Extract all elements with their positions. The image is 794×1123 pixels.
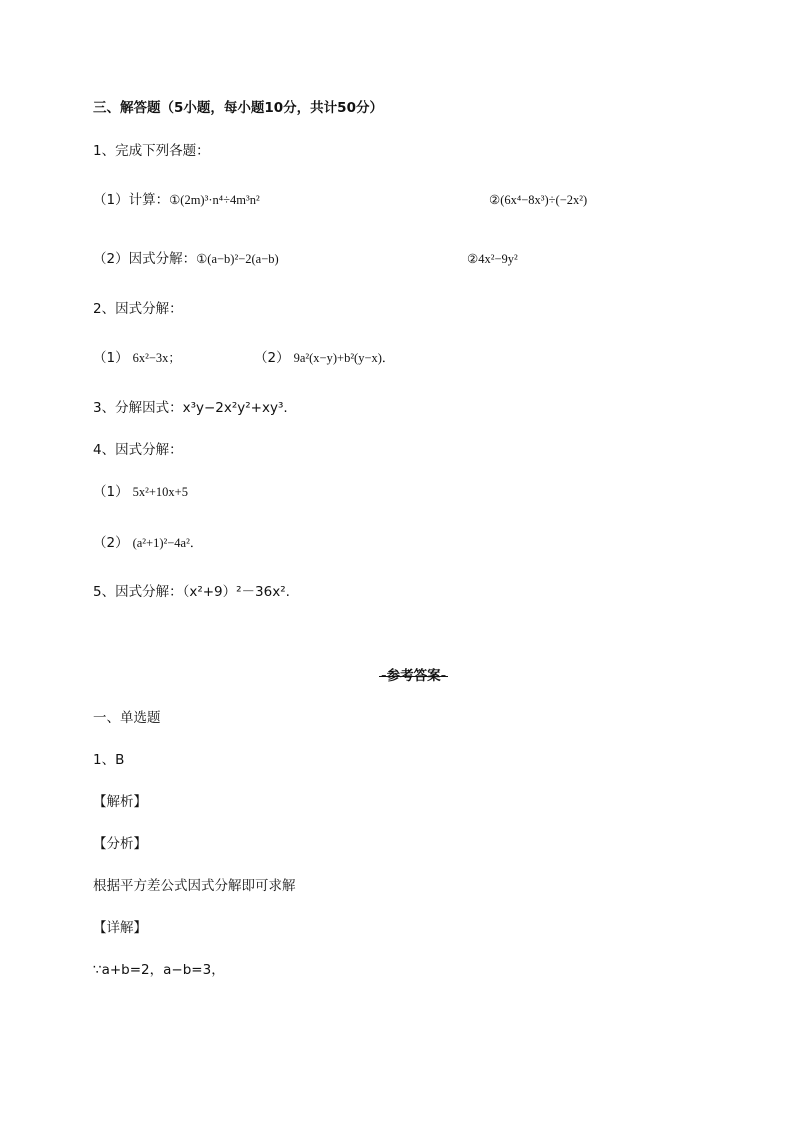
question-5-title: 5、因式分解：（x²+9）²－36x². <box>93 584 290 600</box>
fenxi-label: 【分析】 <box>93 836 147 852</box>
question-1-part-1 <box>93 191 260 209</box>
answers-section-1: 一、单选题 <box>93 710 161 726</box>
part-label: （1） <box>93 350 129 366</box>
math-expression: ①(2m)³·n⁴÷4m³n² <box>169 193 260 207</box>
question-1-title: 1、完成下列各题： <box>93 143 210 159</box>
question-4-title: 4、因式分解： <box>93 442 183 458</box>
answer-1: 1、B <box>93 752 125 768</box>
analysis-label: 【解析】 <box>93 794 147 810</box>
part-label: （1）计算： <box>93 192 170 208</box>
part-label: （1） <box>93 484 129 500</box>
section-heading: 三、解答题（5小题，每小题10分，共计50分） <box>93 100 383 116</box>
fenxi-text: 根据平方差公式因式分解即可求解 <box>93 878 296 894</box>
part-label: （2） <box>93 535 129 551</box>
math-expression: 6x²−3x； <box>132 351 181 365</box>
math-expression: (a²+1)²−4a²． <box>132 536 203 550</box>
answers-heading <box>381 667 446 685</box>
question-1-part-2b: ②4x²−9y² <box>467 252 518 266</box>
question-4-part-2 <box>93 534 202 552</box>
math-expression: 9a²(x−y)+b²(y−x)． <box>293 351 395 365</box>
question-1-part-2 <box>93 250 279 268</box>
question-1-part-1b: ②(6x⁴−8x³)÷(−2x²) <box>489 193 588 207</box>
answers-heading-text: -参考答案- <box>381 668 447 684</box>
question-2-title: 2、因式分解： <box>93 301 183 317</box>
detail-text: ∵a+b=2，a−b=3， <box>93 962 225 978</box>
math-expression: 5x²+10x+5 <box>132 485 188 499</box>
question-2-part-2 <box>254 349 394 367</box>
question-3-title: 3、分解因式：x³y−2x²y²+xy³. <box>93 400 288 416</box>
question-2-part-1 <box>93 349 181 367</box>
part-label: （2）因式分解： <box>93 251 197 267</box>
part-label: （2） <box>254 350 290 366</box>
question-4-part-1 <box>93 483 188 501</box>
detail-label: 【详解】 <box>93 920 147 936</box>
math-expression: ①(a−b)²−2(a−b) <box>196 252 279 266</box>
